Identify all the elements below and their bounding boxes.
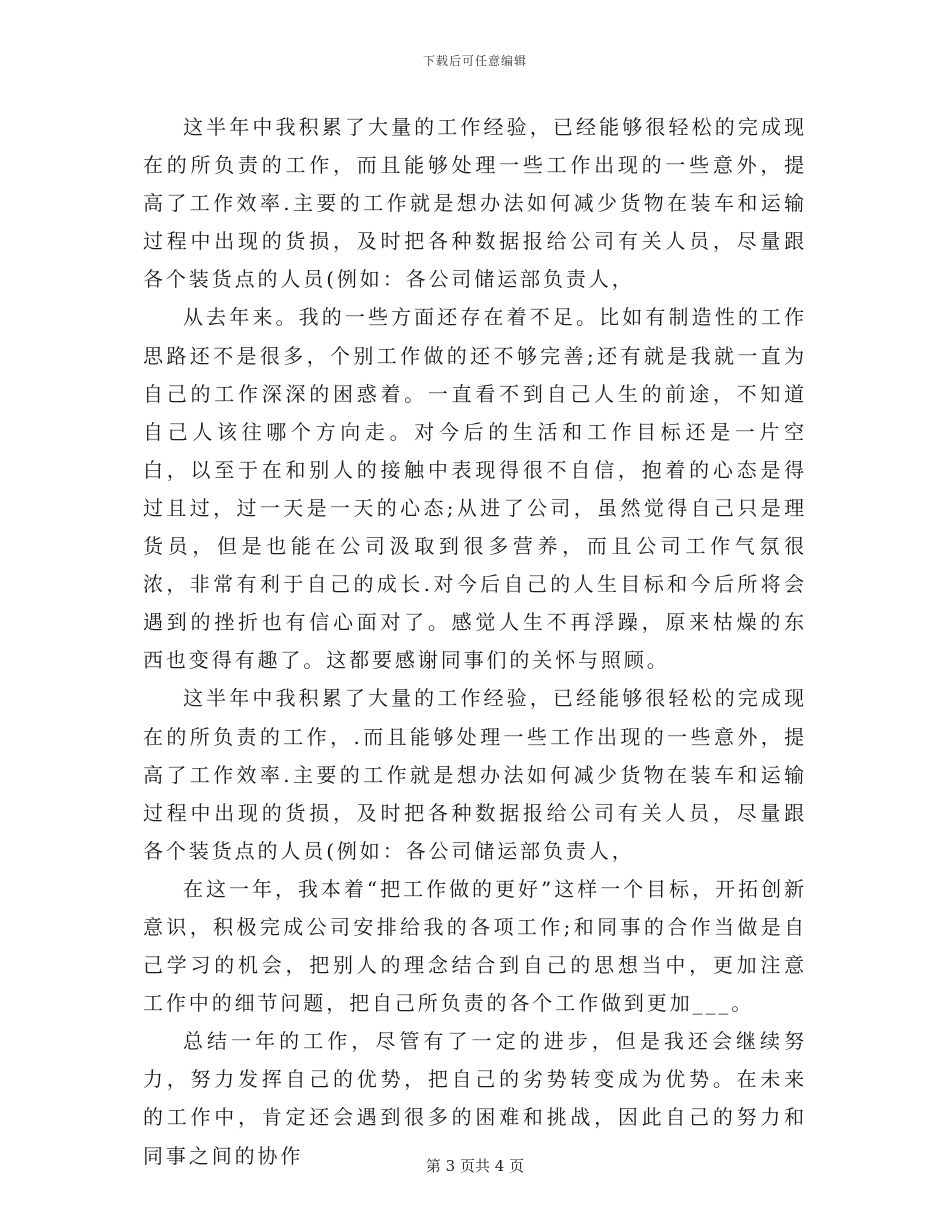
- paragraph-5: 总结一年的工作，尽管有了一定的进步，但是我还会继续努力，努力发挥自己的优势，把自己的劣势转变成为优势。在未来的工作中，肯定还会遇到很多的困难和挑战，因此自己的努力和同事之间的协作: [143, 1029, 807, 1168]
- page-header-note: 下载后可任意编辑: [422, 54, 527, 68]
- page-number-footer: 第 3 页共 4 页: [425, 1157, 525, 1175]
- paragraph-2: 从去年来。我的一些方面还存在着不足。比如有制造性的工作思路还不是很多，个别工作做的还不够完善;还有就是我就一直为自己的工作深深的困惑着。一直看不到自己人生的前途，不知道自己人该往哪个方向走。对今后的生活和工作目标还是一片空白，以至于在和别人的接触中表现得很不自信，抱着的心态是得过且过，过一天是一天的心态;从进了公司，虽然觉得自己只是理货员，但是也能在公司汲取到很多营养，而且公司工作气氛很浓，非常有利于自己的成长.对今后自己的人生目标和今后所将会遇到的挫折也有信心面对了。感觉人生不再浮躁，原来枯燥的东西也变得有趣了。这都要感谢同事们的关怀与照顾。: [143, 305, 807, 673]
- paragraph-3: 这半年中我积累了大量的工作经验，已经能够很轻松的完成现在的所负责的工作，.而且能够处理一些工作出现的一些意外，提高了工作效率.主要的工作就是想办法如何减少货物在装车和运输过程中出现的货损，及时把各种数据报给公司有关人员，尽量跟各个装货点的人员(例如：各公司储运部负责人，: [143, 686, 807, 863]
- paragraph-4: 在这一年，我本着“把工作做的更好”这样一个目标，开拓创新意识，积极完成公司安排给我的各项工作;和同事的合作当做是自己学习的机会，把别人的理念结合到自己的思想当中，更加注意工作中的细节问题，把自己所负责的各个工作做到更加___。: [143, 876, 807, 1016]
- paragraph-1: 这半年中我积累了大量的工作经验，已经能够很轻松的完成现在的所负责的工作，而且能够处理一些工作出现的一些意外，提高了工作效率.主要的工作就是想办法如何减少货物在装车和运输过程中出现的货损，及时把各种数据报给公司有关人员，尽量跟各个装货点的人员(例如：各公司储运部负责人，: [143, 115, 807, 292]
- document-body: [143, 108, 807, 1175]
